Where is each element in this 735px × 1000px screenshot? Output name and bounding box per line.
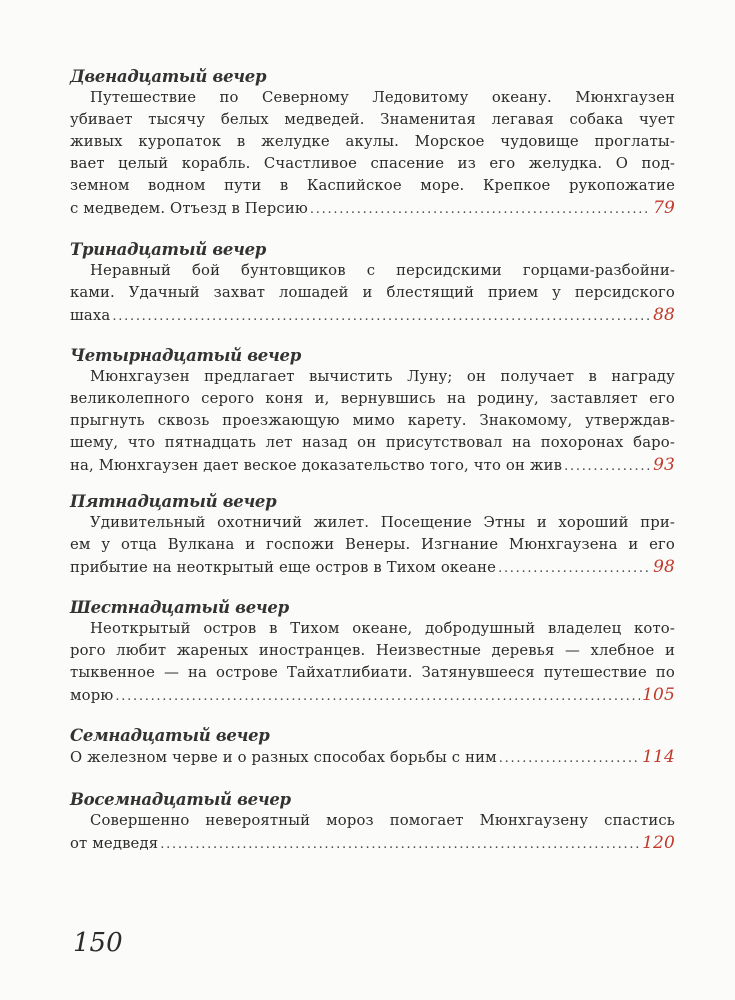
dot-leader bbox=[115, 686, 640, 708]
chapter-summary-last-line bbox=[70, 304, 675, 326]
chapter-summary-line: шему, что пятнадцать лет назад он присутствовал на похоронах баро- bbox=[70, 434, 675, 451]
chapter-summary-line: прыгнуть сквозь проезжающую мимо карету. Знакомому, утверждав- bbox=[70, 412, 675, 429]
chapter-summary-line: на, Мюнхгаузен дает веское доказательство того, что он жив bbox=[70, 457, 563, 474]
chapter-title: Восемнадцатый вечер bbox=[70, 790, 291, 809]
chapter-summary-line: рого любит жареных иностранцев. Неизвестные деревья — хлебное и bbox=[70, 642, 675, 659]
chapter-title: Двенадцатый вечер bbox=[70, 67, 267, 86]
page-reference: 79 bbox=[653, 198, 675, 218]
toc-entry bbox=[70, 598, 675, 706]
chapter-title: Четырнадцатый вечер bbox=[70, 346, 301, 365]
dot-leader bbox=[499, 748, 640, 770]
chapter-summary-line: от медведя bbox=[70, 835, 159, 852]
chapter-summary-line: морю bbox=[70, 687, 114, 704]
chapter-summary-line: убивает тысячу белых медведей. Знаменитая легавая собака чует bbox=[70, 111, 675, 128]
chapter-summary-line: Мюнхгаузен предлагает вычистить Луну; он получает в награду bbox=[90, 368, 675, 385]
page-reference: 93 bbox=[653, 455, 675, 475]
chapter-title: Пятнадцатый вечер bbox=[70, 492, 277, 511]
chapter-summary-line: тыквенное — на острове Тайхатлибиати. Затянувшееся путешествие по bbox=[70, 664, 675, 681]
chapter-summary-last-line bbox=[70, 454, 675, 476]
chapter-summary-last-line bbox=[70, 197, 675, 219]
chapter-summary-line: с медведем. Отъезд в Персию bbox=[70, 200, 308, 217]
dot-leader bbox=[160, 834, 640, 856]
chapter-summary-line: шаха bbox=[70, 307, 111, 324]
chapter-summary-line: ками. Удачный захват лошадей и блестящий прием у персидского bbox=[70, 284, 675, 301]
chapter-summary-last-line bbox=[70, 746, 675, 768]
toc-entry bbox=[70, 492, 675, 578]
chapter-summary-line: великолепного серого коня и, вернувшись на родину, заставляет его bbox=[70, 390, 675, 407]
page-reference: 120 bbox=[642, 833, 675, 853]
chapter-summary-line: земном водном пути в Каспийское море. Крепкое рукопожатие bbox=[70, 177, 675, 194]
chapter-summary-line: О железном черве и о разных способах борьбы с ним bbox=[70, 749, 497, 766]
page-reference: 88 bbox=[653, 305, 675, 325]
page-reference: 98 bbox=[653, 557, 675, 577]
chapter-summary-last-line bbox=[70, 832, 675, 854]
chapter-summary-last-line bbox=[70, 684, 675, 706]
toc-entry bbox=[70, 790, 675, 854]
chapter-title: Тринадцатый вечер bbox=[70, 240, 267, 259]
page-reference: 105 bbox=[642, 685, 675, 705]
dot-leader bbox=[310, 199, 651, 221]
chapter-title: Шестнадцатый вечер bbox=[70, 598, 289, 617]
toc-entry bbox=[70, 346, 675, 476]
page-reference: 114 bbox=[642, 747, 675, 767]
chapter-summary-line: живых куропаток в желудке акулы. Морское чудовище проглаты- bbox=[70, 133, 675, 150]
toc-entry bbox=[70, 726, 675, 768]
chapter-summary-line: ем у отца Вулкана и госпожи Венеры. Изгнание Мюнхгаузена и его bbox=[70, 536, 675, 553]
chapter-summary-line: Неоткрытый остров в Тихом океане, добродушный владелец кото- bbox=[90, 620, 675, 637]
dot-leader bbox=[112, 306, 651, 328]
chapter-summary-line: Удивительный охотничий жилет. Посещение Этны и хороший при- bbox=[90, 514, 675, 531]
dot-leader bbox=[564, 456, 651, 478]
chapter-summary-line: Неравный бой бунтовщиков с персидскими горцами-разбойни- bbox=[90, 262, 675, 279]
chapter-title: Семнадцатый вечер bbox=[70, 726, 270, 745]
chapter-summary-last-line bbox=[70, 556, 675, 578]
dot-leader bbox=[498, 558, 651, 580]
chapter-summary-line: Путешествие по Северному Ледовитому океану. Мюнхгаузен bbox=[90, 89, 675, 106]
toc-entry bbox=[70, 240, 675, 326]
chapter-summary-line: Совершенно невероятный мороз помогает Мюнхгаузену спастись bbox=[90, 812, 675, 829]
toc-entry bbox=[70, 67, 675, 219]
chapter-summary-line: вает целый корабль. Счастливое спасение из его желудка. О под- bbox=[70, 155, 675, 172]
page-number: 150 bbox=[73, 928, 123, 958]
chapter-summary-line: прибытие на неоткрытый еще остров в Тихом океане bbox=[70, 559, 497, 576]
